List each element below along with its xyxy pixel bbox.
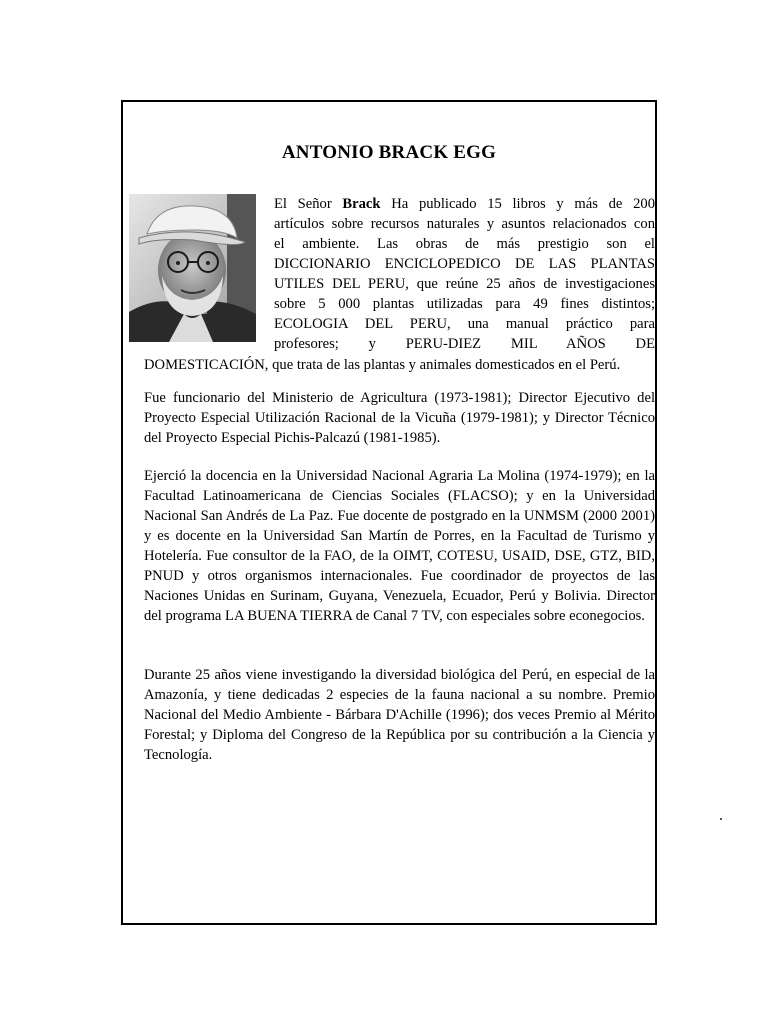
- paragraph-4: Durante 25 años viene investigando la diversidad biológica del Perú, en especial de la Amazonía, y tiene dedicadas 2 especies de la fauna nacional a su nombre. Premio Nacional del Medio Ambiente - Bárbara D'Achille (1996); dos veces Premio al Mérito Forestal; y Diploma del Congreso de la República por su contribución a la Ciencia y Tecnología.: [144, 667, 655, 763]
- paragraph-1-line: sobre 5 000 plantas utilizadas para 49 fines distintos;: [274, 296, 655, 312]
- page-frame: [121, 100, 657, 925]
- paragraph-3: Ejerció la docencia en la Universidad Nacional Agraria La Molina (1974-1979); en la Facultad Latinoamericana de Ciencias Sociales (FLACSO); y en la Universidad Nacional San Andrés de La Paz. Fue docente de postgrado en la UNMSM (2000 2001) y es docente en la Universidad San Martín de Porres, en la Facultad de Turismo y Hotelería. Fue consultor de la FAO, de la OIMT, COTESU, USAID, DSE, GTZ, BID, PNUD y otros organismos internacionales. Fue coordinador de proyectos de las Naciones Unidas en Surinam, Guyana, Venezuela, Ecuador, Perú y Bolivia. Director del programa LA BUENA TIERRA de Canal 7 TV, con especiales sobre econegocios.: [144, 468, 655, 624]
- paragraph-1-line: DICCIONARIO ENCICLOPEDICO DE LAS PLANTAS: [274, 256, 655, 272]
- paragraph-1-line: artículos sobre recursos naturales y asuntos relacionados con: [274, 216, 655, 232]
- page-title: ANTONIO BRACK EGG: [281, 142, 497, 163]
- paragraph-1-tail: DOMESTICACIÓN, que trata de las plantas y animales domesticados en el Perú.: [144, 357, 621, 373]
- portrait-photo: [129, 194, 256, 342]
- paragraph-1-line: profesores; y PERU-DIEZ MIL AÑOS DE: [274, 336, 655, 352]
- text-run: El Señor: [274, 196, 343, 212]
- paragraph-1-line: el ambiente. Las obras de más prestigio son el: [274, 236, 655, 252]
- text-run: Ha publicado 15 libros y más de 200: [380, 196, 655, 212]
- paragraph-1-line: [274, 194, 655, 214]
- paragraph-1-line: ECOLOGIA DEL PERU, una manual práctico para: [274, 316, 655, 332]
- paragraph-1-wrapped: [274, 194, 655, 354]
- stray-mark: [720, 818, 722, 820]
- name-bold: Brack: [342, 196, 381, 212]
- paragraph-2: Fue funcionario del Ministerio de Agricultura (1973-1981); Director Ejecutivo del Proyecto Especial Utilización Racional de la Vicuña (1979-1981); y Director Técnico del Proyecto Especial Pichis-Palcazú (1981-1985).: [144, 390, 655, 446]
- portrait-icon: [129, 194, 256, 342]
- paragraph-1-line: UTILES DEL PERU, que reúne 25 años de investigaciones: [274, 276, 655, 292]
